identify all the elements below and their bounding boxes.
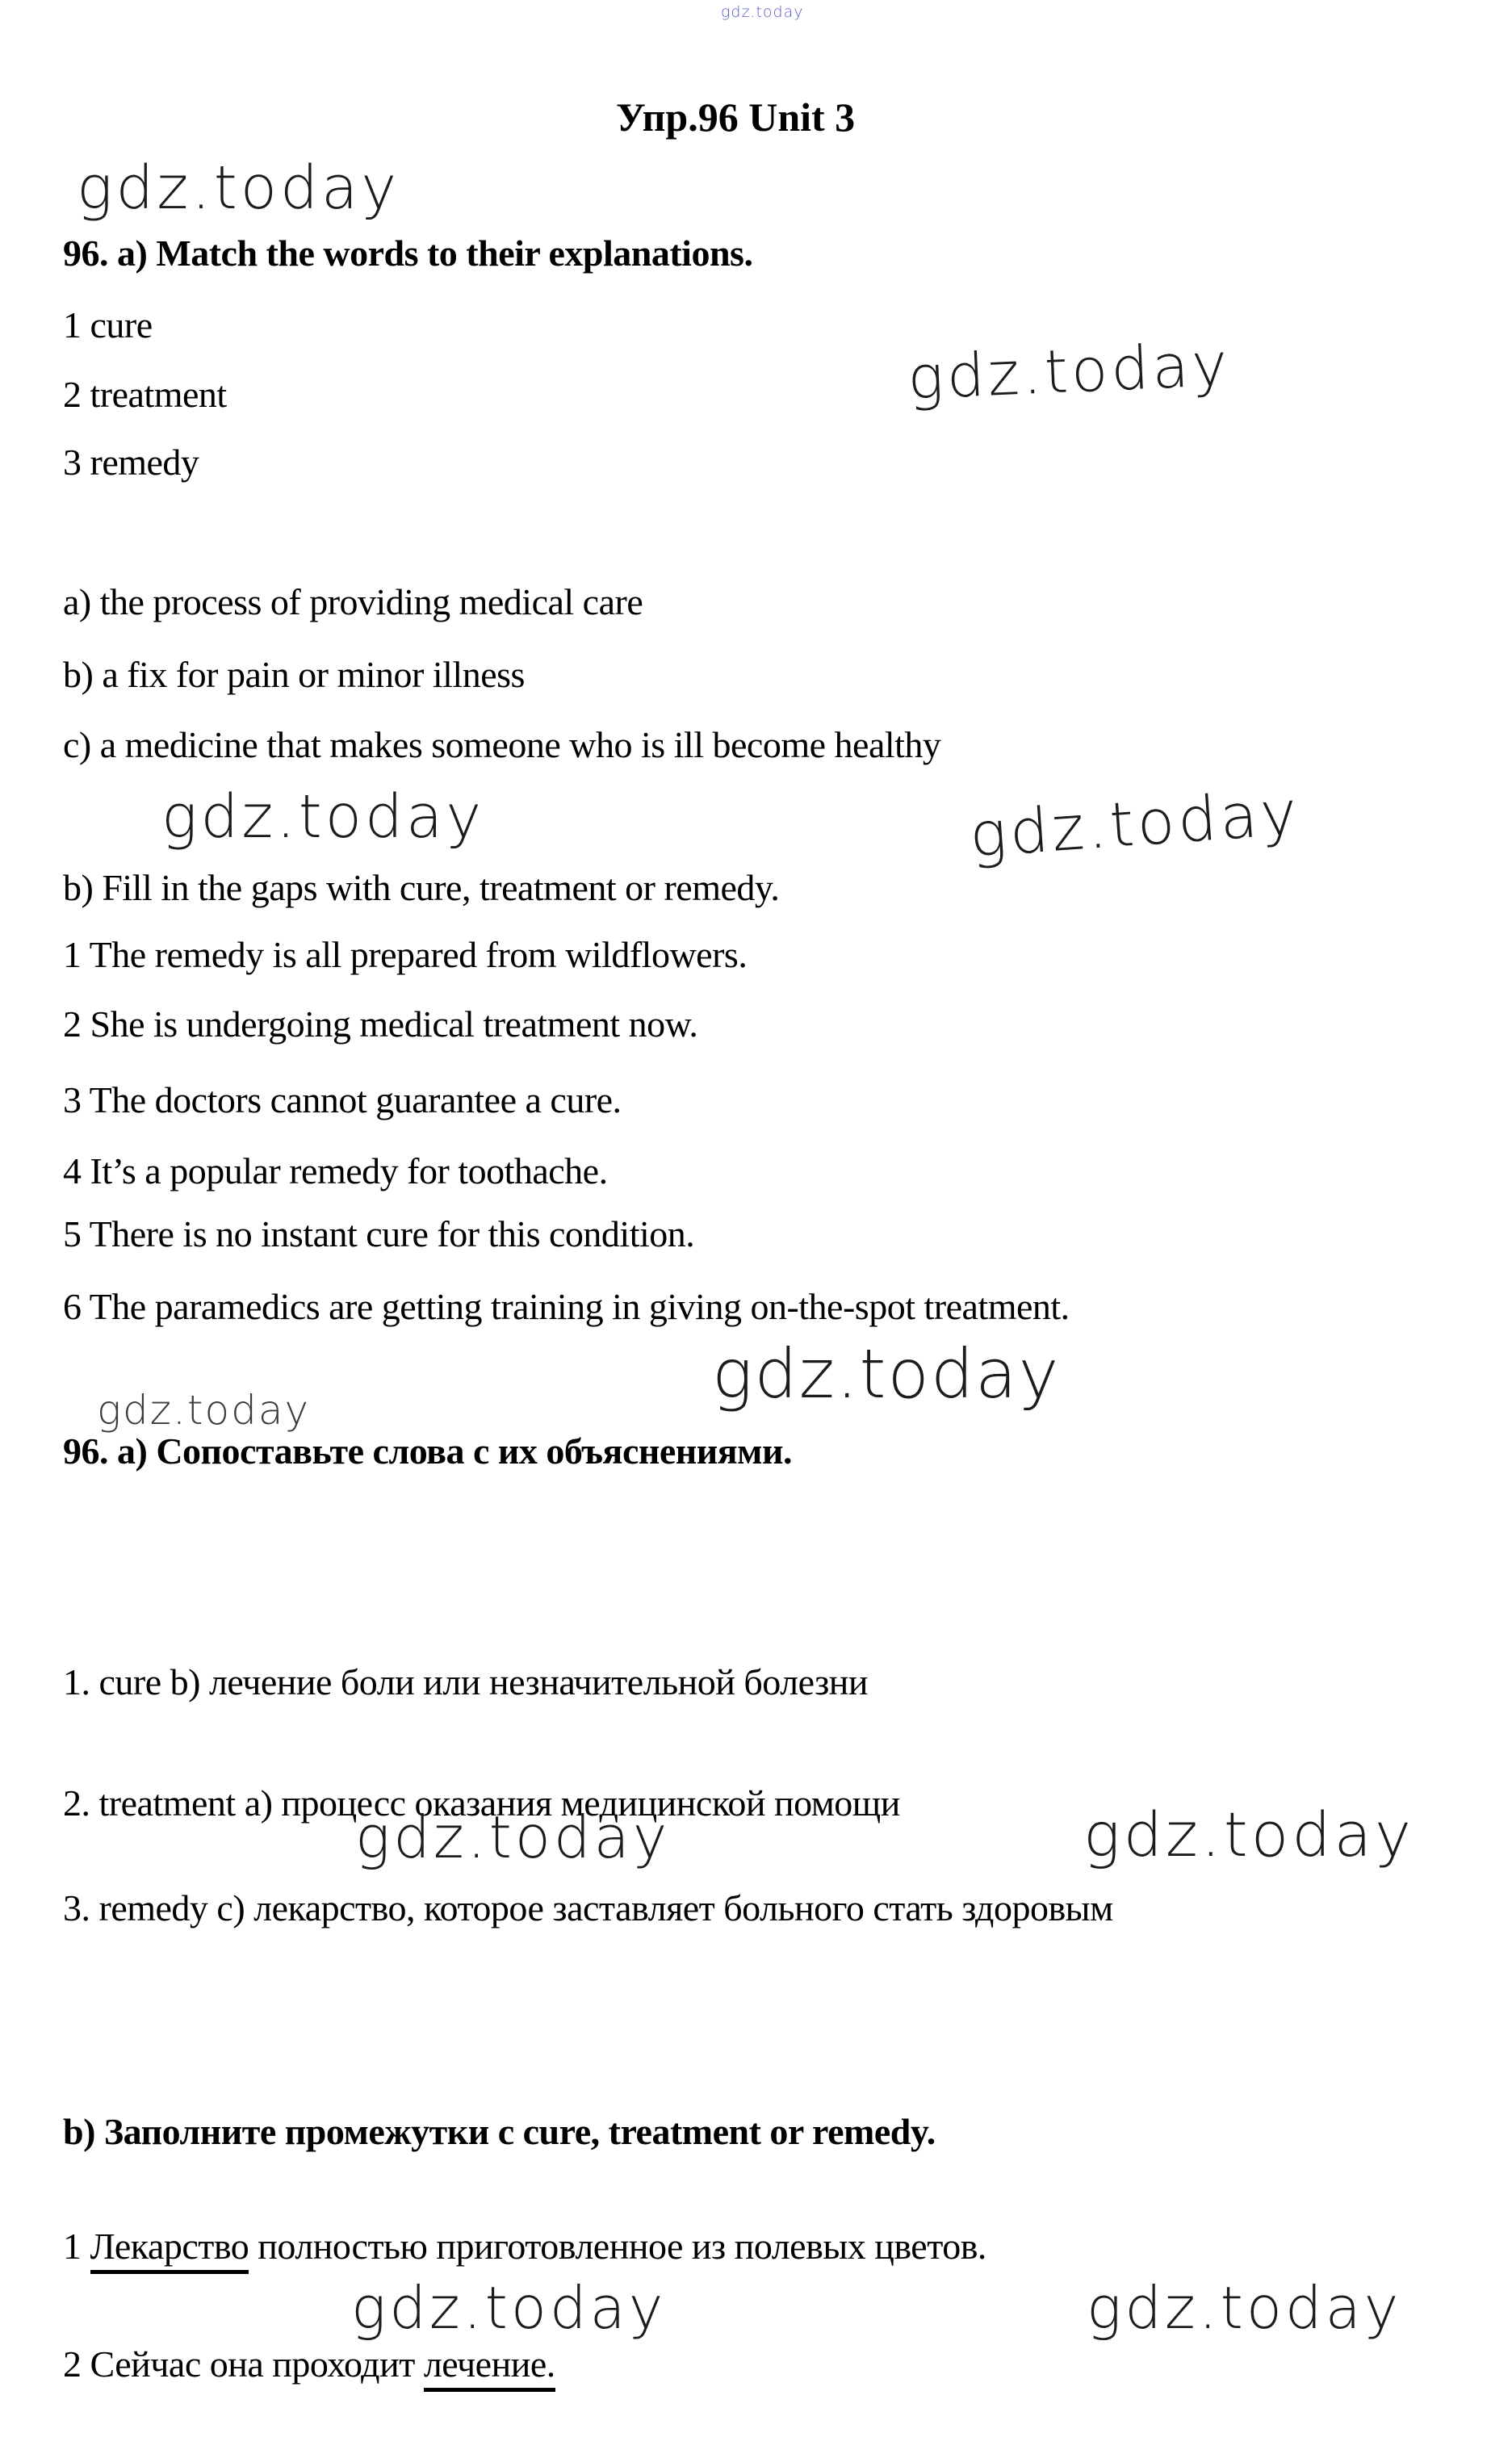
watermark: gdz.today: [906, 329, 1233, 413]
fill-heading-ru: b) Заполните промежутки с cure, treatment or remedy.: [63, 2111, 936, 2152]
sentence-en-2: 2 She is undergoing medical treatment now.: [63, 1003, 698, 1045]
match-item-ru-1: 1. cure b) лечение боли или незначительной болезни: [63, 1661, 868, 1702]
sentence-ru-1: [63, 2226, 986, 2274]
sentence-ru-2-underlined-word: лечение.: [424, 2344, 555, 2392]
sentence-ru-2: [63, 2344, 555, 2392]
watermark: gdz.today: [77, 153, 400, 223]
explanation-item-c: c) a medicine that makes someone who is ill become healthy: [63, 724, 941, 765]
sentence-ru-1-rest: полностью приготовленное из полевых цветов.: [249, 2226, 986, 2267]
fill-heading-en: b) Fill in the gaps with cure, treatment or remedy.: [63, 867, 780, 908]
sentence-en-1: 1 The remedy is all prepared from wildflowers.: [63, 934, 748, 975]
watermark: gdz.today: [161, 782, 485, 852]
exercise-heading-en: 96. a) Match the words to their explanations.: [63, 232, 753, 274]
sentence-ru-2-prefix: 2 Сейчас она проходит: [63, 2343, 424, 2385]
watermark: gdz.today: [351, 2274, 667, 2342]
match-item-ru-3: 3. remedy c) лекарство, которое заставляет больного стать здоровым: [63, 1887, 1113, 1928]
match-item-ru-2: 2. treatment а) процесс оказания медицинской помощи: [63, 1782, 900, 1824]
watermark: gdz.today: [1087, 2274, 1402, 2342]
exercise-heading-ru: 96. а) Сопоставьте слова с их объяснениями.: [63, 1430, 793, 1472]
sentence-en-6: 6 The paramedics are getting training in giving on-the-spot treatment.: [63, 1286, 1070, 1327]
brand-watermark-top: gdz.today: [721, 3, 804, 21]
watermark: gdz.today: [1083, 1799, 1414, 1870]
sentence-en-5: 5 There is no instant cure for this condition.: [63, 1213, 695, 1254]
sentence-en-4: 4 It’s a popular remedy for toothache.: [63, 1150, 608, 1191]
explanation-item-b: b) a fix for pain or minor illness: [63, 654, 525, 695]
word-item-3: 3 remedy: [63, 442, 199, 483]
watermark: gdz.today: [967, 776, 1303, 871]
sentence-ru-1-underlined-word: Лекарство: [90, 2226, 249, 2274]
word-item-1: 1 cure: [63, 304, 153, 345]
watermark: gdz.today: [355, 1803, 671, 1871]
sentence-ru-1-prefix: 1: [63, 2226, 90, 2267]
sentence-en-3: 3 The doctors cannot guarantee a cure.: [63, 1079, 622, 1120]
watermark: gdz.today: [97, 1387, 311, 1434]
word-item-2: 2 treatment: [63, 374, 227, 415]
watermark: gdz.today: [712, 1334, 1061, 1413]
page-title: Упр.96 Unit 3: [616, 94, 856, 140]
explanation-item-a: a) the process of providing medical care: [63, 581, 643, 622]
